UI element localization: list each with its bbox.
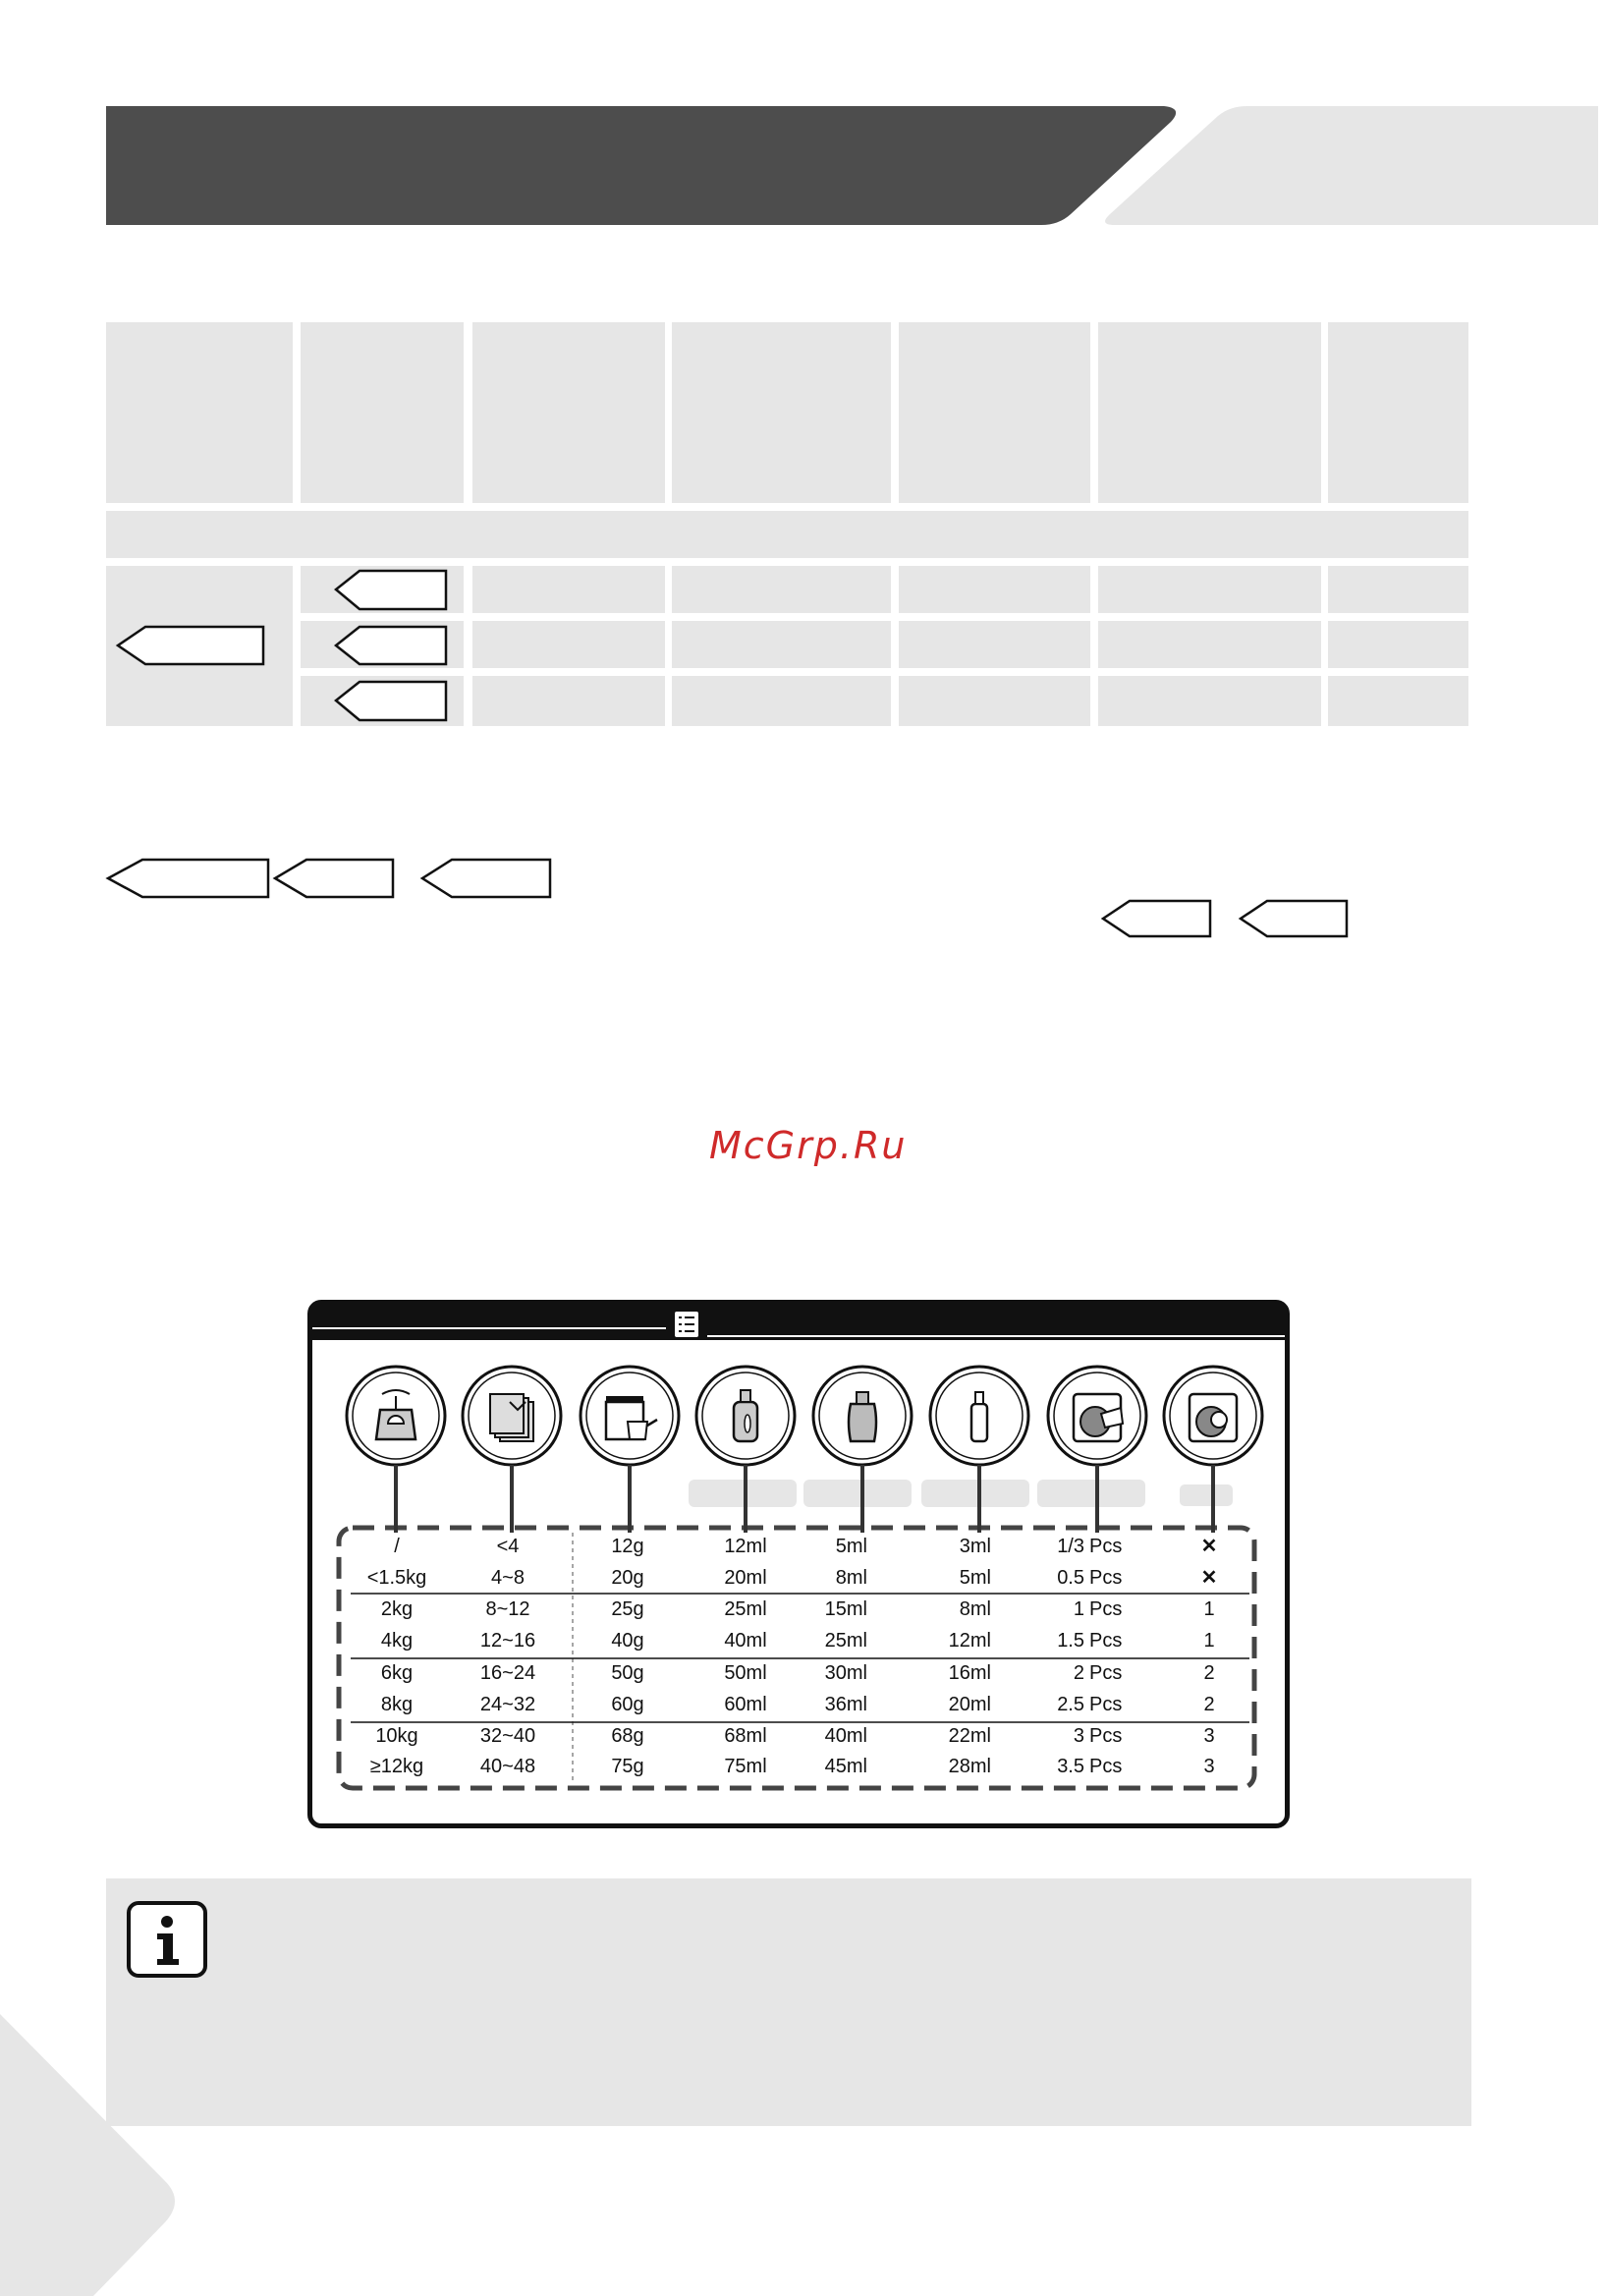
dosage-cell: 40~48 [479, 1756, 536, 1777]
arrow-tags [0, 0, 1605, 982]
detergent-bottle-icon [696, 1367, 795, 1533]
pointer-tag [422, 860, 550, 897]
dosage-cell: 20ml [948, 1694, 991, 1715]
dosage-cell: 60g [611, 1694, 644, 1715]
pointer-tag [118, 627, 263, 664]
washing-machine-capsule-icon [1164, 1367, 1262, 1533]
dosage-header-bar [312, 1305, 1285, 1340]
dosage-cell: 1/3 [1057, 1536, 1084, 1557]
dosage-cell: ✕ [1200, 1536, 1218, 1557]
dosage-cell: 8~12 [485, 1598, 530, 1620]
dosage-cell: 4kg [380, 1630, 414, 1652]
dosage-row [394, 1536, 1217, 1557]
dosage-cell: 25g [611, 1598, 644, 1620]
scale-icon [347, 1367, 445, 1533]
dosage-cell: 36ml [824, 1694, 867, 1715]
dosage-cell: 3 [1203, 1725, 1215, 1747]
dosage-cell: <4 [496, 1536, 520, 1557]
dosage-cell: ≥12kg [369, 1756, 424, 1777]
dosage-cell: 1.5 [1057, 1630, 1084, 1652]
dosage-cell: 3.5 [1057, 1756, 1084, 1777]
dosage-cell: 1 [1203, 1598, 1215, 1620]
dosage-cell: 40ml [724, 1630, 767, 1652]
dosage-chart-graphic [312, 1305, 1285, 1823]
dosage-cell: 8kg [380, 1694, 414, 1715]
dosage-row [375, 1725, 1214, 1747]
dosage-cell: 5ml [835, 1536, 867, 1557]
dosage-cell: 28ml [948, 1756, 991, 1777]
dosage-cell: 10kg [375, 1725, 418, 1747]
pointer-tag [336, 682, 446, 720]
dosage-cell: 50g [611, 1662, 644, 1684]
dosage-cell: 3 [1073, 1725, 1084, 1747]
powder-scoop-icon [581, 1367, 679, 1533]
dosage-cell: 68g [611, 1725, 644, 1747]
pointer-tag [1241, 901, 1347, 936]
folded-clothes-icon [463, 1367, 561, 1533]
dosage-cell: 15ml [824, 1598, 867, 1620]
dosage-cell: 68ml [724, 1725, 767, 1747]
dosage-cell: 60ml [724, 1694, 767, 1715]
dosage-row [370, 1756, 1215, 1777]
dosage-cell: 45ml [824, 1756, 867, 1777]
softener-bottle-icon [813, 1367, 912, 1533]
dosage-cell: 32~40 [479, 1725, 536, 1747]
dosage-cell: 40g [611, 1630, 644, 1652]
dosage-cell: 16ml [948, 1662, 991, 1684]
dosage-cell: 25ml [724, 1598, 767, 1620]
dosage-cell: 30ml [824, 1662, 867, 1684]
dosage-cell: 6kg [380, 1662, 414, 1684]
dosage-cell: Pcs [1089, 1630, 1123, 1652]
dosage-cell: 50ml [724, 1662, 767, 1684]
pointer-tag [1103, 901, 1210, 936]
dosage-cell: Pcs [1089, 1536, 1123, 1557]
pointer-tag [336, 571, 446, 609]
dosage-cell: Pcs [1089, 1598, 1123, 1620]
dosage-row [381, 1662, 1215, 1684]
dosage-cell: 1 [1073, 1598, 1084, 1620]
dosage-cell: Pcs [1089, 1694, 1123, 1715]
dosage-cell: 22ml [948, 1725, 991, 1747]
info-note [106, 1878, 1471, 2126]
dosage-cell: 2 [1203, 1694, 1215, 1715]
pointer-tag [275, 860, 393, 897]
dosage-cell: 12ml [724, 1536, 767, 1557]
dosage-cell: 24~32 [479, 1694, 536, 1715]
dosage-cell: 5ml [959, 1567, 991, 1589]
dosage-cell: 20g [611, 1567, 644, 1589]
dosage-cell: ✕ [1200, 1567, 1218, 1589]
dosage-row [381, 1694, 1215, 1715]
dosage-cell: 12~16 [479, 1630, 536, 1652]
watermark: McGrp.Ru [709, 1124, 908, 1167]
dosage-cell: 2.5 [1057, 1694, 1084, 1715]
dosage-cell: 3ml [959, 1536, 991, 1557]
dosage-row [367, 1567, 1218, 1589]
dosage-cell: 12g [611, 1536, 644, 1557]
dosage-cell: Pcs [1089, 1725, 1123, 1747]
dosage-cell: 8ml [835, 1567, 867, 1589]
dosage-cell: 3 [1203, 1756, 1215, 1777]
dosage-cell: 8ml [959, 1598, 991, 1620]
spray-bottle-icon [930, 1367, 1028, 1533]
dosage-cell: 2kg [380, 1598, 414, 1620]
dosage-row [381, 1630, 1215, 1652]
dosage-cell: 2 [1073, 1662, 1084, 1684]
dosage-cell: Pcs [1089, 1662, 1123, 1684]
dosage-cell: 40ml [824, 1725, 867, 1747]
dosage-row [381, 1598, 1215, 1620]
dosage-cell: 1 [1203, 1630, 1215, 1652]
dosage-cell: 2 [1203, 1662, 1215, 1684]
page-corner [0, 2014, 196, 2296]
document-list-icon [674, 1311, 699, 1338]
dosage-cell: 4~8 [491, 1567, 525, 1589]
dosage-cell: / [394, 1536, 400, 1557]
dosage-cell: <1.5kg [366, 1567, 427, 1589]
dosage-chart [307, 1300, 1290, 1828]
info-icon [126, 1900, 208, 1979]
pointer-tag [336, 627, 446, 664]
dosage-cell: 20ml [724, 1567, 767, 1589]
dosage-cell: 25ml [824, 1630, 867, 1652]
dosage-cell: Pcs [1089, 1756, 1123, 1777]
dosage-cell: 75ml [724, 1756, 767, 1777]
dosage-cell: Pcs [1089, 1567, 1123, 1589]
dosage-cell: 12ml [948, 1630, 991, 1652]
dosage-cell: 16~24 [479, 1662, 536, 1684]
washing-machine-wipe-icon [1048, 1367, 1146, 1533]
dosage-cell: 75g [611, 1756, 644, 1777]
pointer-tag [108, 860, 268, 897]
dosage-cell: 0.5 [1057, 1567, 1084, 1589]
